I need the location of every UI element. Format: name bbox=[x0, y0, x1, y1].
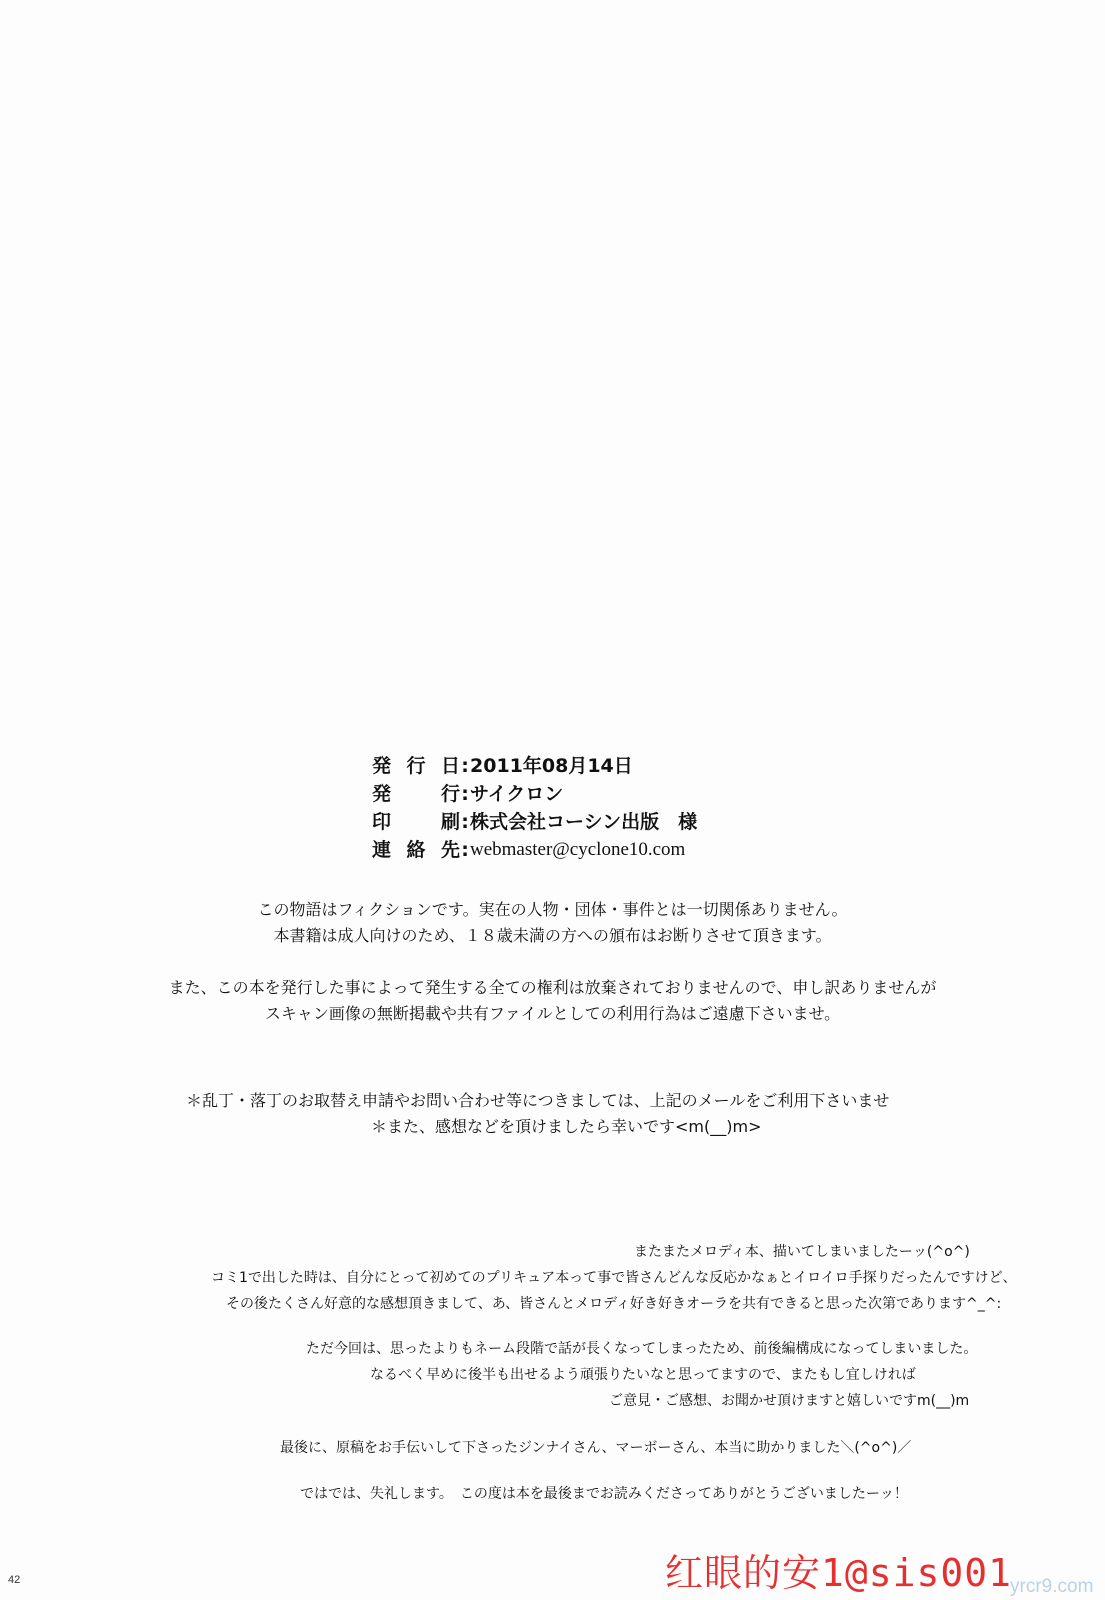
contact-email: webmaster@cyclone10.com bbox=[470, 839, 686, 860]
colophon-row-publisher bbox=[372, 780, 792, 808]
colophon-label: 発行 bbox=[372, 783, 460, 805]
colophon-value: 2011年08月14日 bbox=[470, 755, 633, 777]
afterword-line: コミ1で出した時は、自分にとって初めてのプリキュア本って事で皆さんどんな反応かなぁとイロイロ手探りだったんですけど、 bbox=[211, 1270, 1017, 1286]
afterword-line: その後たくさん好意的な感想頂きまして、あ、皆さんとメロディ好き好きオーラを共有できると思った次第であります^_^: bbox=[226, 1296, 1002, 1312]
page-number: 42 bbox=[8, 1574, 21, 1586]
watermark-text: 红眼的安1@sis001 bbox=[665, 1551, 1013, 1595]
rights-notice: また、この本を発行した事によって発生する全ての権利は放棄されておりませんので、申し訳ありませんが bbox=[168, 978, 937, 997]
watermark-site-text: yrcr9.com bbox=[1010, 1576, 1094, 1597]
colophon-separator: : bbox=[461, 755, 469, 777]
afterword-line: ただ今回は、思ったよりもネーム段階で話が長くなってしまったため、前後編構成になってしまいました。 bbox=[306, 1341, 978, 1357]
afterword-line: ご意見・ご感想、お聞かせ頂けますと嬉しいですm(__)m bbox=[609, 1393, 970, 1409]
colophon-separator: : bbox=[461, 811, 469, 833]
afterword-line: またまたメロディ本、描いてしまいましたーッ(^o^) bbox=[634, 1244, 970, 1260]
colophon-value: 株式会社コーシン出版 様 bbox=[470, 811, 698, 833]
colophon-row-contact bbox=[372, 836, 792, 864]
scan-prohibition-notice: スキャン画像の無断掲載や共有ファイルとしての利用行為はご遠慮下さいませ。 bbox=[264, 1004, 841, 1023]
colophon bbox=[372, 752, 792, 864]
misprint-exchange-notice: ＊乱丁・落丁のお取替え申請やお問い合わせ等につきましては、上記のメールをご利用下さいませ bbox=[186, 1091, 890, 1110]
afterword-line: 最後に、原稿をお手伝いして下さったジンナイさん、マーボーさん、本当に助かりました＼(^o^)／ bbox=[280, 1440, 912, 1456]
colophon-label: 連絡先 bbox=[372, 839, 460, 861]
colophon-row-printer bbox=[372, 808, 792, 836]
colophon-separator: : bbox=[461, 839, 469, 861]
afterword-line: なるべく早めに後半も出せるよう頑張りたいなと思ってますので、またもし宜しければ bbox=[370, 1367, 916, 1383]
colophon-row-issue-date bbox=[372, 752, 792, 780]
age-restriction-notice: 本書籍は成人向けのため、１８歳未満の方への頒布はお断りさせて頂きます。 bbox=[273, 926, 832, 945]
colophon-label: 印刷 bbox=[372, 811, 460, 833]
colophon-label: 発行日 bbox=[372, 755, 460, 777]
colophon-separator: : bbox=[461, 783, 469, 805]
fiction-disclaimer: この物語はフィクションです。実在の人物・団体・事件とは一切関係ありません。 bbox=[257, 900, 848, 919]
feedback-request-notice: ＊また、感想などを頂けましたら幸いです<m(__)m> bbox=[371, 1117, 762, 1136]
colophon-value: サイクロン bbox=[470, 783, 564, 805]
afterword-line: ではでは、失礼します。 この度は本を最後までお読みくださってありがとうございましたーッ！ bbox=[300, 1486, 908, 1502]
